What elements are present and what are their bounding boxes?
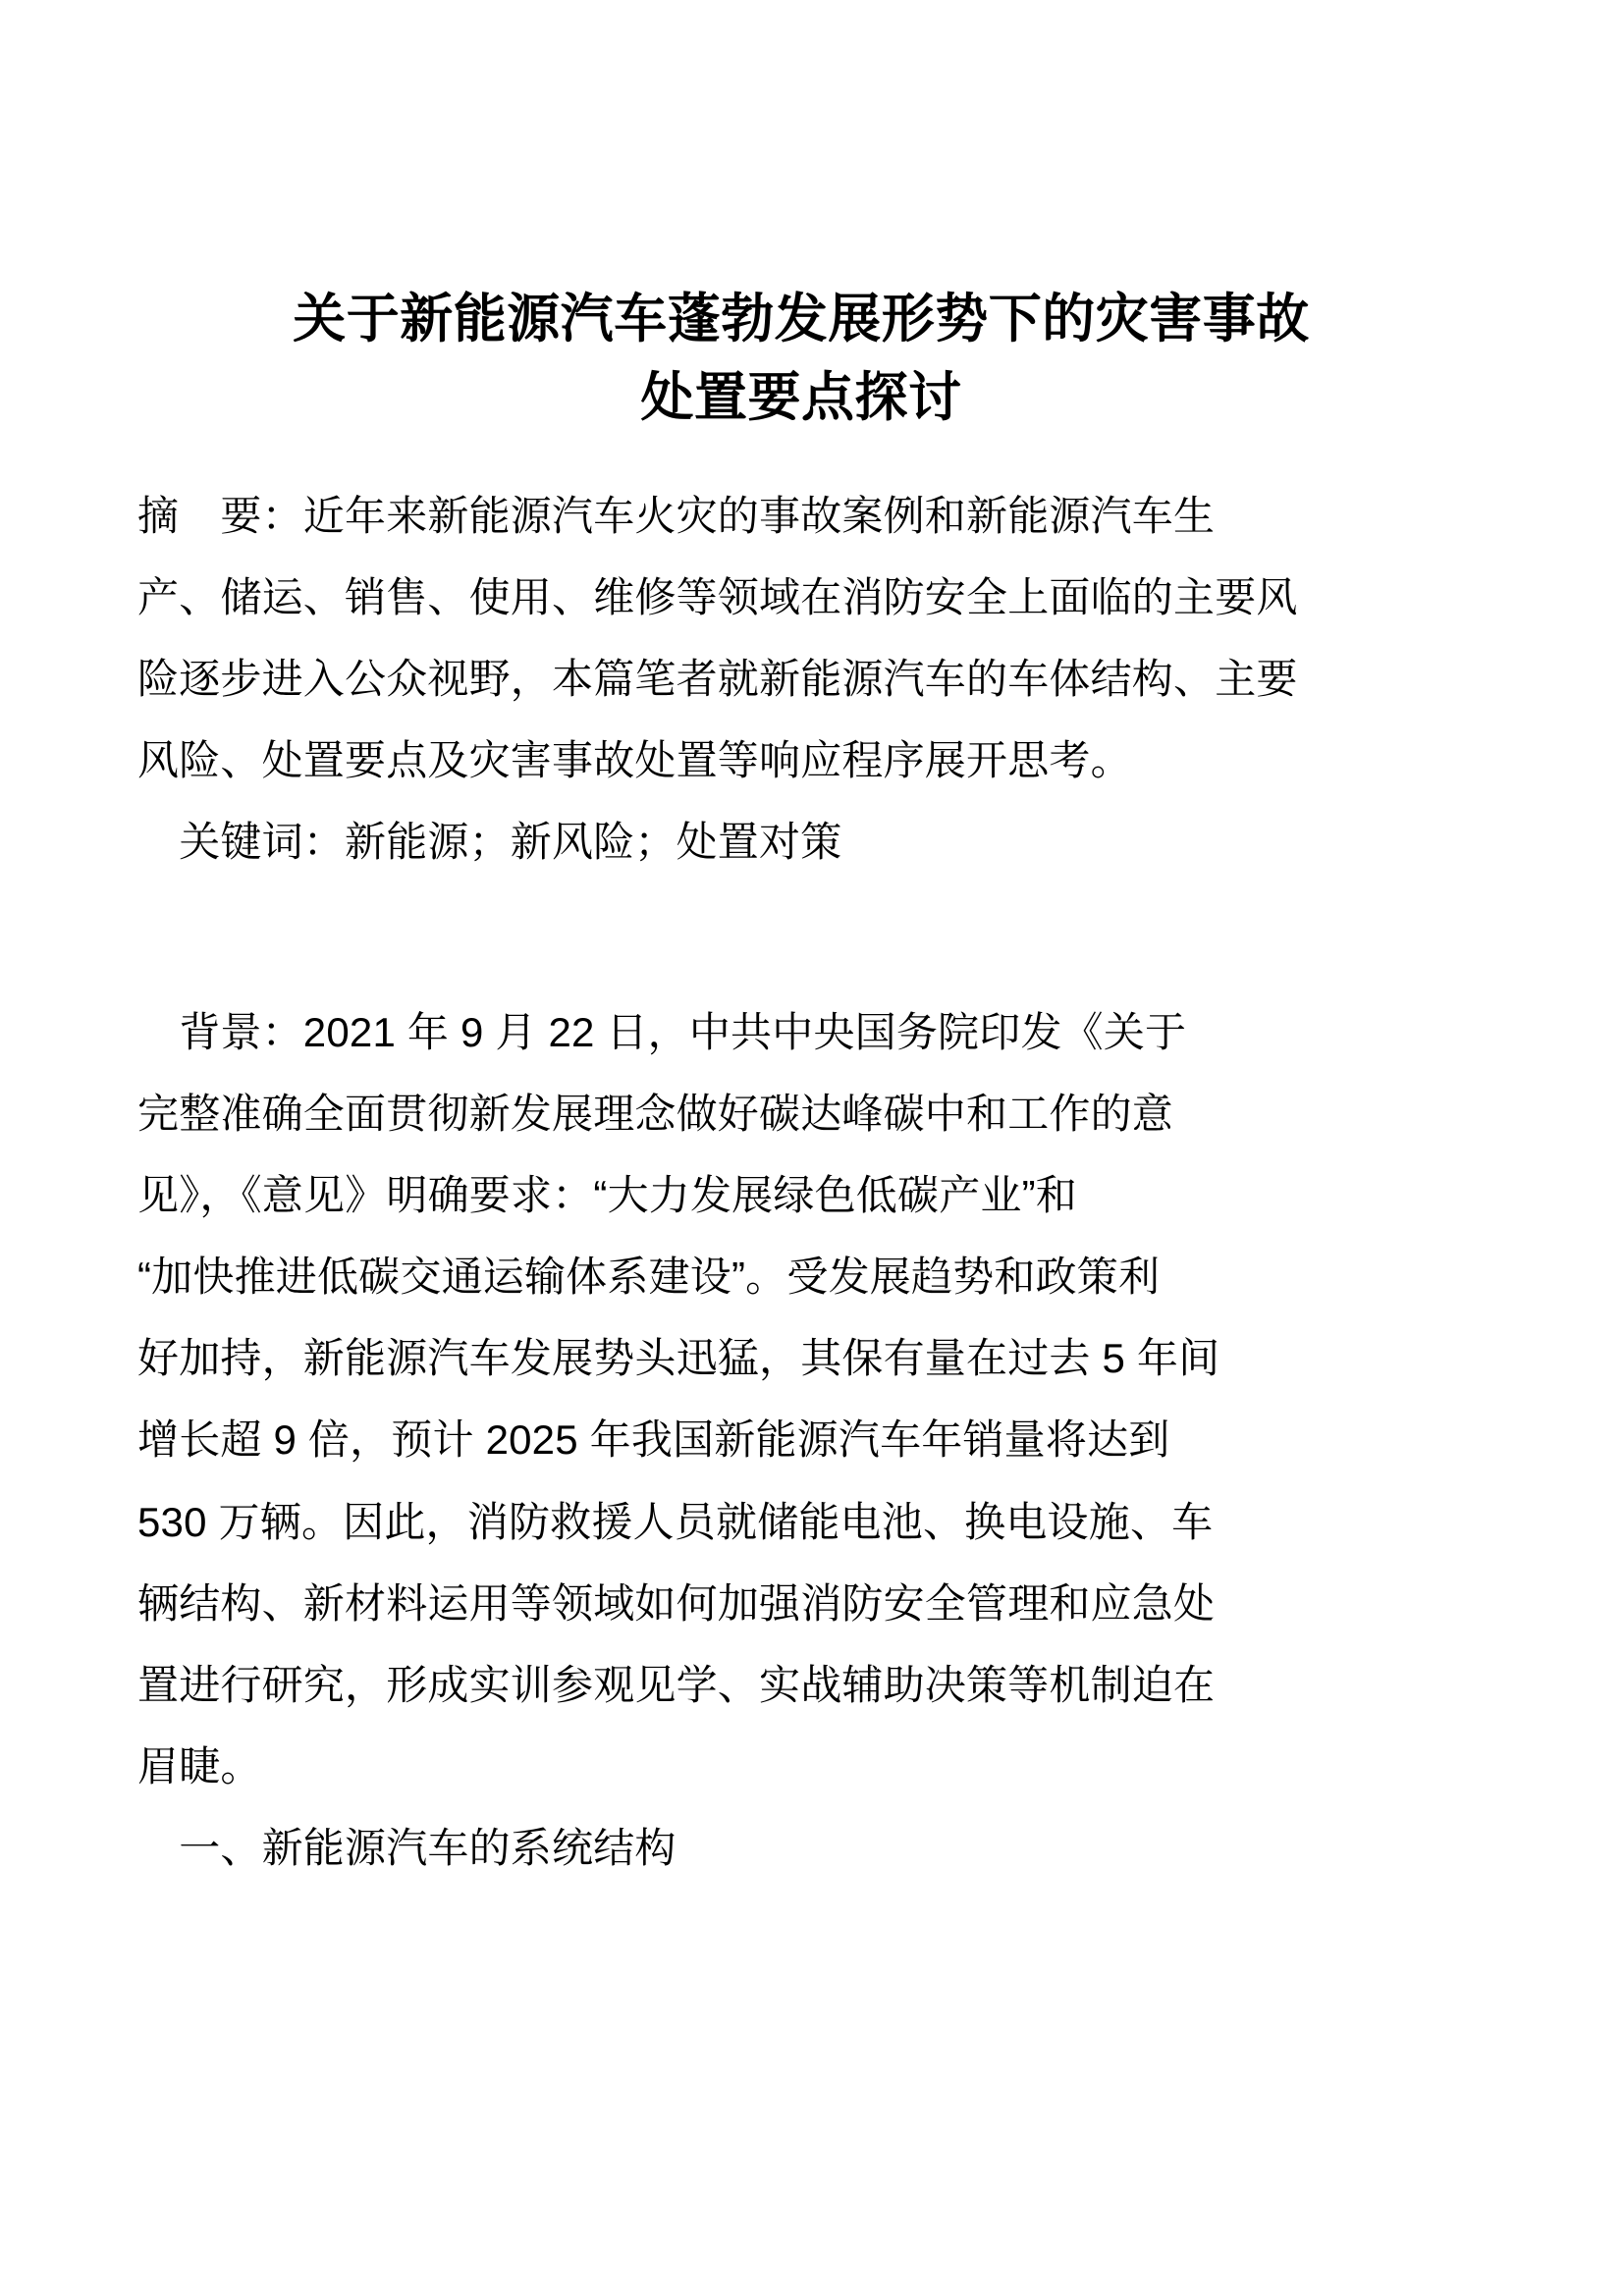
page-title (137, 0, 1465, 438)
background-line: 增长超 9 倍，预计 2025 年我国新能源汽车年销量将达到 (137, 1416, 1170, 1464)
background-line: “加快推进低碳交通运输体系建设”。受发展趋势和政策利 (137, 1254, 1161, 1301)
abstract-line: 风险、处置要点及灾害事故处置等响应程序展开思考。 (137, 737, 1132, 784)
background-line: 530 万辆。因此，消防救援人员就储能电池、换电设施、车 (137, 1498, 1214, 1545)
background-line: 背景：2021 年 9 月 22 日，中共中央国务院印发《关于 (137, 1008, 1187, 1055)
background-line: 眉睫。 (137, 1743, 262, 1789)
page-title-line-1: 关于新能源汽车蓬勃发展形势下的灾害事故 (293, 290, 1310, 348)
keywords-line: 关键词：新能源；新风险；处置对策 (137, 819, 842, 866)
background-line: 好加持，新能源汽车发展势头迅猛，其保有量在过去 5 年间 (137, 1335, 1220, 1382)
abstract-line: 摘 要：近年来新能源汽车火灾的事故案例和新能源汽车生 (137, 492, 1216, 539)
abstract-line: 险逐步进入公众视野，本篇笔者就新能源汽车的车体结构、主要 (137, 656, 1298, 703)
keywords-paragraph (137, 801, 1465, 882)
page-content (137, 0, 1465, 1889)
abstract-line: 产、储运、销售、使用、维修等领域在消防安全上面临的主要风 (137, 573, 1298, 620)
background-line: 完整准确全面贯彻新发展理念做好碳达峰碳中和工作的意 (137, 1090, 1174, 1137)
section-heading-1-text: 一、新能源汽车的系统结构 (137, 1825, 677, 1872)
abstract-paragraph (137, 475, 1465, 802)
background-paragraph (137, 991, 1465, 1808)
background-line: 辆结构、新材料运用等领域如何加强消防安全管理和应急处 (137, 1579, 1216, 1627)
page-title-line-2: 处置要点探讨 (640, 367, 962, 427)
background-line: 见》，《意见》明确要求：“大力发展绿色低碳产业”和 (137, 1171, 1077, 1218)
background-line: 置进行研究，形成实训参观见学、实战辅助决策等机制迫在 (137, 1661, 1216, 1708)
section-heading-1 (137, 1807, 1465, 1889)
